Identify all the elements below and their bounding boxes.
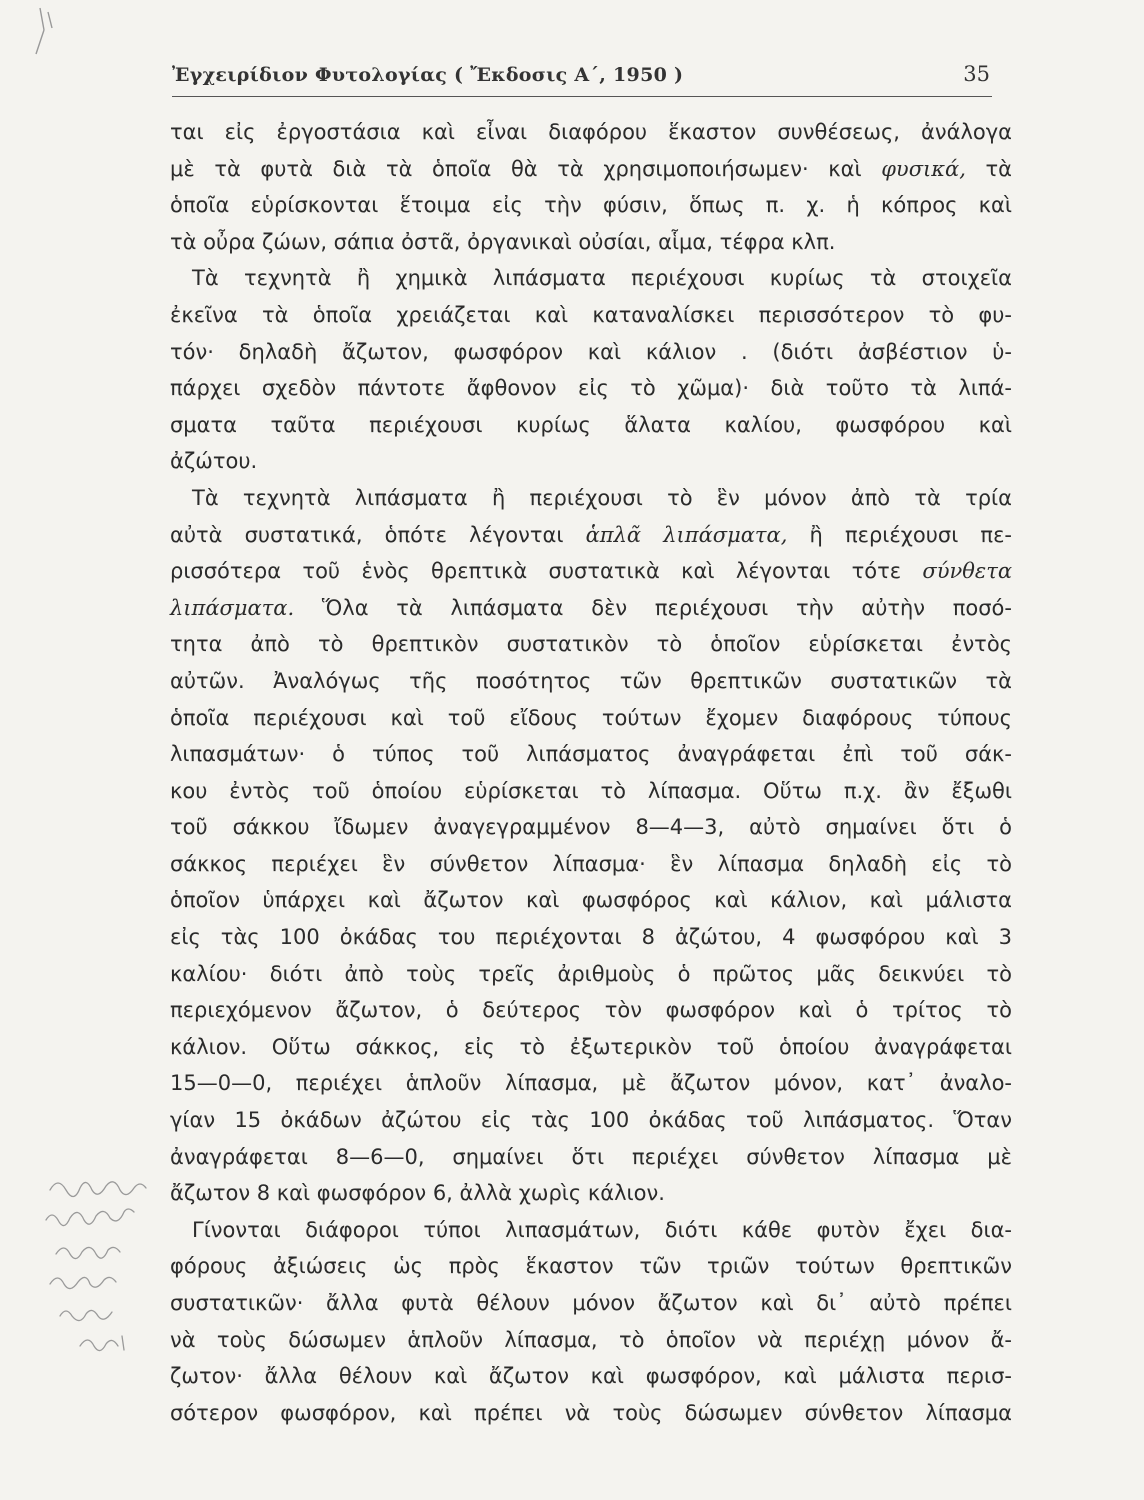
text-segment: τὰ οὖρα ζώων, σάπια ὀστᾶ, ὀργανικαὶ οὐσίαι, αἷμα, τέφρα κλπ. (170, 229, 836, 254)
pencil-corner-mark (18, 4, 78, 64)
text-segment: γίαν 15 ὀκάδων ἀζώτου εἰς τὰς 100 ὀκάδας τοῦ λιπάσματος. Ὅταν (170, 1108, 1012, 1133)
text-segment: συστατικῶν· ἄλλα φυτὰ θέλουν μόνον ἄζωτον καὶ δι᾿ αὐτὸ πρέπει (170, 1291, 1012, 1315)
running-head (172, 60, 992, 97)
text-line (170, 370, 1012, 407)
text-segment: ὁποῖα περιέχουσι καὶ τοῦ εἴδους τούτων ἔχομεν διαφόρους τύπους (170, 705, 1012, 730)
text-line (170, 114, 1012, 151)
text-line (170, 1358, 1012, 1395)
text-line (170, 919, 1012, 956)
italic-term: φυσικά, (881, 156, 966, 181)
text-segment: μὲ τὰ φυτὰ διὰ τὰ ὁποῖα θὰ τὰ χρησιμοποιήσωμεν· καὶ (170, 156, 882, 181)
text-segment: πάρχει σχεδὸν πάντοτε ἄφθονον εἰς τὸ χῶμα)· διὰ τοῦτο τὰ λιπά- (170, 376, 1012, 401)
text-line (170, 1248, 1012, 1285)
text-segment: ἀζώτου. (170, 449, 258, 474)
text-segment: ται εἰς ἐργοστάσια καὶ εἶναι διαφόρου ἕκαστον συνθέσεως, ἀνάλογα (170, 120, 1012, 144)
text-line (170, 626, 1012, 663)
text-segment: λιπασμάτων· ὁ τύπος τοῦ λιπάσματος ἀναγράφεται ἐπὶ τοῦ σάκ- (170, 742, 1012, 767)
running-head-title: Ἐγχειρίδιον Φυτολογίας ( Ἔκδοσις Α΄, 1950 ) (172, 64, 684, 86)
text-line (170, 1065, 1012, 1102)
text-line (170, 1029, 1012, 1066)
text-line (170, 663, 1012, 700)
text-line (170, 1102, 1012, 1139)
text-segment: τοῦ σάκκου ἴδωμεν ἀναγεγραμμένον 8—4—3, αὐτὸ σημαίνει ὅτι ὁ (170, 815, 1012, 840)
text-line (170, 992, 1012, 1029)
italic-term: σύνθετα (922, 559, 1012, 584)
text-segment: αὐτῶν. Ἀναλόγως τῆς ποσότητος τῶν θρεπτικῶν συστατικῶν τὰ (170, 668, 1012, 693)
text-line (170, 443, 1012, 480)
text-line (170, 553, 1012, 590)
text-segment: αὐτὰ συστατικά, ὁπότε λέγονται (170, 522, 586, 547)
text-line (170, 1139, 1012, 1176)
text-segment: ἐκεῖνα τὰ ὁποῖα χρειάζεται καὶ καταναλίσκει περισσότερον τὸ φυ- (170, 302, 1012, 327)
text-segment: σματα ταῦτα περιέχουσι κυρίως ἅλατα καλίου, φωσφόρου καὶ (170, 412, 1012, 437)
text-segment: ἢ περιέχουσι πε- (787, 522, 1013, 547)
body-text (170, 114, 1012, 1431)
text-line (170, 1285, 1012, 1322)
text-line (170, 1212, 1012, 1249)
text-segment: καλίου· διότι ἀπὸ τοὺς τρεῖς ἀριθμοὺς ὁ πρῶτος μᾶς δεικνύει τὸ (170, 961, 1012, 986)
text-segment: ὁποῖον ὑπάρχει καὶ ἄζωτον καὶ φωσφόρος καὶ κάλιον, καὶ μάλιστα (170, 888, 1012, 913)
italic-term: λιπάσματα. (170, 595, 295, 620)
handwritten-margin-note (10, 1150, 180, 1380)
text-segment: περιεχόμενον ἄζωτον, ὁ δεύτερος τὸν φωσφόρον καὶ ὁ τρίτος τὸ (170, 998, 1012, 1023)
text-line (170, 773, 1012, 810)
text-segment: ὁποῖα εὑρίσκονται ἕτοιμα εἰς τὴν φύσιν, ὅπως π. χ. ἡ κόπρος καὶ (170, 193, 1012, 218)
text-segment: κάλιον. Οὕτω σάκκος, εἰς τὸ ἐξωτερικὸν τοῦ ὁποίου ἀναγράφεται (170, 1034, 1012, 1059)
italic-term: ἁπλᾶ λιπάσματα, (585, 522, 788, 547)
text-segment: σότερον φωσφόρον, καὶ πρέπει νὰ τοὺς δώσωμεν σύνθετον λίπασμα (170, 1400, 1012, 1425)
text-line (170, 736, 1012, 773)
text-segment: Ὅλα τὰ λιπάσματα δὲν περιέχουσι τὴν αὐτὴν ποσό- (294, 595, 1012, 620)
text-line (170, 590, 1012, 627)
text-line (170, 297, 1012, 334)
text-segment: ζωτον· ἄλλα θέλουν καὶ ἄζωτον καὶ φωσφόρον, καὶ μάλιστα περισ- (170, 1364, 1012, 1389)
text-segment: Τὰ τεχνητὰ λιπάσματα ἢ περιέχουσι τὸ ἓν μόνον ἀπὸ τὰ τρία (192, 485, 1012, 510)
text-segment: τητα ἀπὸ τὸ θρεπτικὸν συστατικὸν τὸ ὁποῖον εὑρίσκεται ἐντὸς (170, 632, 1012, 657)
text-line (170, 809, 1012, 846)
text-segment: τὰ (965, 156, 1012, 181)
text-line (170, 956, 1012, 993)
text-segment: ἀναγράφεται 8—6—0, σημαίνει ὅτι περιέχει σύνθετον λίπασμα μὲ (170, 1144, 1012, 1169)
text-segment: Γίνονται διάφοροι τύποι λιπασμάτων, διότι κάθε φυτὸν ἔχει δια- (192, 1217, 1012, 1242)
text-segment: φόρους ἀξιώσεις ὡς πρὸς ἕκαστον τῶν τριῶν τούτων θρεπτικῶν (170, 1254, 1012, 1279)
text-segment: σάκκος περιέχει ἓν σύνθετον λίπασμα· ἓν λίπασμα δηλαδὴ εἰς τὸ (170, 851, 1012, 876)
text-line (170, 1395, 1012, 1432)
text-segment: τόν· δηλαδὴ ἄζωτον, φωσφόρον καὶ κάλιον . (διότι ἀσβέστιον ὑ- (170, 339, 1012, 364)
text-line (170, 882, 1012, 919)
text-segment: κου ἐντὸς τοῦ ὁποίου εὑρίσκεται τὸ λίπασμα. Οὕτω π.χ. ἂν ἔξωθι (170, 778, 1012, 803)
text-line (170, 260, 1012, 297)
text-line (170, 151, 1012, 188)
text-line (170, 224, 1012, 261)
text-segment: ρισσότερα τοῦ ἑνὸς θρεπτικὰ συστατικὰ καὶ λέγονται τότε (170, 559, 923, 584)
text-segment: εἰς τὰς 100 ὀκάδας του περιέχονται 8 ἀζώτου, 4 φωσφόρου καὶ 3 (170, 925, 1012, 950)
page-number: 35 (963, 62, 990, 86)
text-line (170, 517, 1012, 554)
text-segment: νὰ τοὺς δώσωμεν ἁπλοῦν λίπασμα, τὸ ὁποῖον νὰ περιέχῃ μόνον ἄ- (170, 1327, 1012, 1352)
text-segment: Τὰ τεχνητὰ ἢ χημικὰ λιπάσματα περιέχουσι κυρίως τὰ στοιχεῖα (192, 266, 1012, 291)
text-line (170, 407, 1012, 444)
text-segment: ἄζωτον 8 καὶ φωσφόρον 6, ἀλλὰ χωρὶς κάλιον. (170, 1181, 665, 1206)
text-line (170, 480, 1012, 517)
text-line (170, 187, 1012, 224)
text-segment: 15—0—0, περιέχει ἁπλοῦν λίπασμα, μὲ ἄζωτον μόνον, κατ᾿ ἀναλο- (170, 1071, 1012, 1096)
text-line (170, 1322, 1012, 1359)
text-line (170, 846, 1012, 883)
text-line (170, 334, 1012, 371)
text-line (170, 700, 1012, 737)
text-line (170, 1175, 1012, 1212)
